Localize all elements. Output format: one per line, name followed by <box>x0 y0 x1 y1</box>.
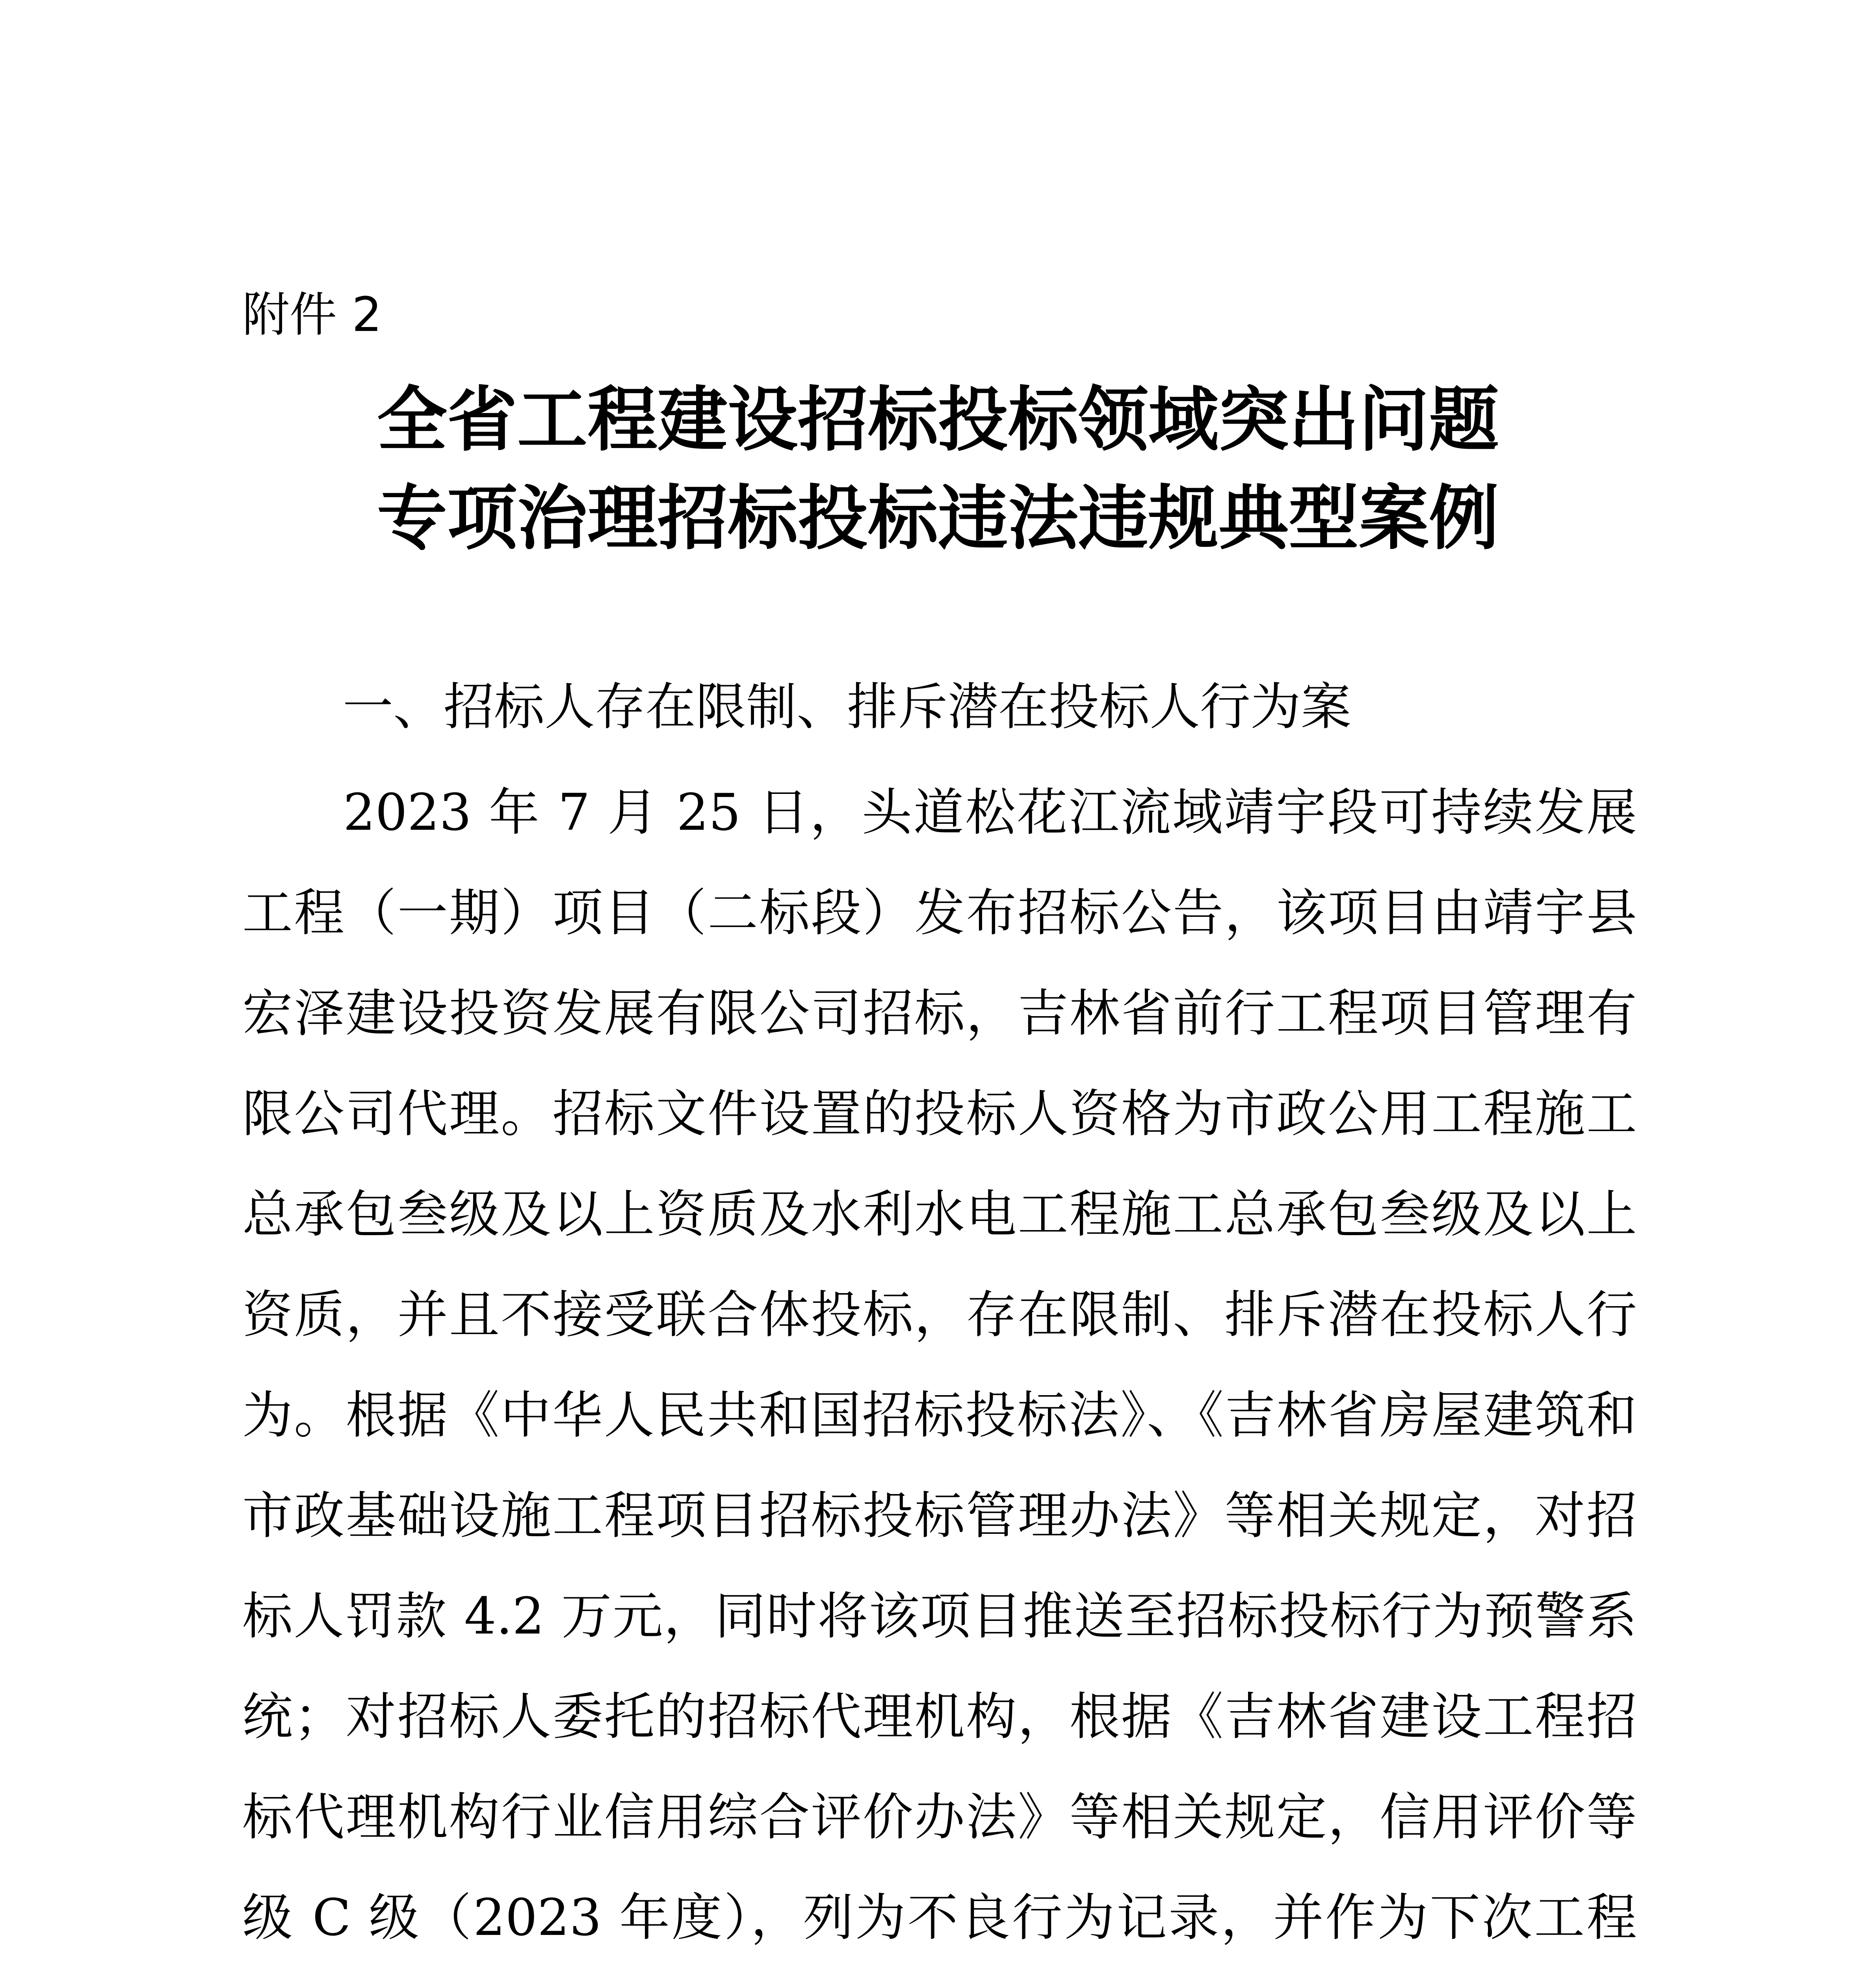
section-1-heading: 一、招标人存在限制、排斥潜在投标人行为案 <box>343 678 1352 736</box>
section-1-paragraph: 2023 年 7 月 25 日，头道松花江流域靖宇段可持续发展工程（一期）项目（二标段）发布招标公告，该项目由靖宇县宏泽建设投资发展有限公司招标，吉林省前行工程项目管理有限公司代理。招标文件设置的投标人资格为市政公用工程施工总承包叁级及以上资质及水利水电工程施工总承包叁级及以上资质，并且不接受联合体投标，存在限制、排斥潜在投标人行为。根据《中华人民共和国招标投标法》、《吉林省房屋建筑和市政基础设施工程项目招标投标管理办法》等相关规定，对招标人罚款 4.2 万元，同时将该项目推送至招标投标行为预警系统；对招标人委托的招标代理机构，根据《吉林省建设工程招标代理机构行业信用综合评价办法》等相关规定，信用评价等级 C 级（2023 年度），列为不良行为记录，并作为下次工程 <box>242 783 1637 1947</box>
document-title-line-2: 专项治理招标投标违法违规典型案例 <box>377 477 1499 559</box>
attachment-label: 附件 2 <box>242 288 382 342</box>
document-title-line-1: 全省工程建设招标投标领域突出问题 <box>377 378 1499 461</box>
